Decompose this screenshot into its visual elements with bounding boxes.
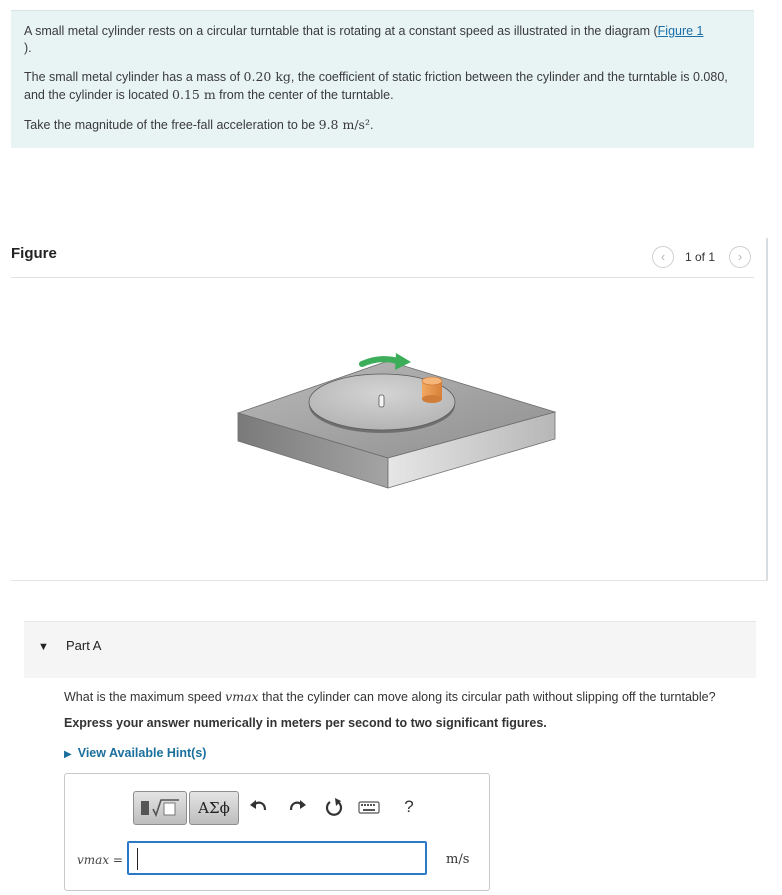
- part-a-header[interactable]: [24, 621, 756, 678]
- figure-divider: [11, 277, 754, 278]
- collapse-caret-icon[interactable]: ▼: [38, 641, 49, 653]
- gravity-pre: Take the magnitude of the free-fall acceleration to be: [24, 118, 319, 132]
- intro-text: A small metal cylinder rests on a circular turntable that is rotating at a constant speed as illustrated in the diagram (: [24, 24, 658, 38]
- turntable-figure: [230, 345, 560, 495]
- details-mid: , the coefficient of static friction between the cylinder and the turntable is 0.080, and the cylinder is located: [24, 70, 728, 102]
- answer-panel: [64, 773, 490, 891]
- part-title: Part A: [66, 638, 102, 653]
- figure-title: Figure: [11, 245, 57, 262]
- answer-unit: m/s: [446, 852, 470, 867]
- answer-instructions: Express your answer numerically in meters per second to two significant figures.: [64, 716, 547, 730]
- question-post: that the cylinder can move along its circular path without slipping off the turntable?: [258, 690, 716, 704]
- help-button[interactable]: ?: [404, 797, 414, 816]
- chevron-left-icon[interactable]: ‹: [652, 246, 674, 268]
- view-hints-link[interactable]: [64, 746, 206, 760]
- reset-icon[interactable]: [323, 796, 345, 818]
- details-pre: The small metal cylinder has a mass of: [24, 70, 244, 84]
- templates-button[interactable]: [133, 791, 187, 825]
- figure-panel-border: [766, 238, 768, 580]
- hint-caret-icon: ▶: [64, 749, 72, 760]
- problem-details: [24, 68, 744, 104]
- metal-cylinder: [422, 377, 442, 403]
- symbols-button[interactable]: ΑΣϕ: [189, 791, 239, 825]
- answer-input[interactable]: [127, 841, 427, 875]
- mass-value: 0.20 kg: [243, 69, 291, 84]
- keyboard-icon[interactable]: [358, 796, 380, 818]
- problem-gravity: [24, 116, 744, 134]
- spindle: [379, 395, 384, 407]
- question-pre: What is the maximum speed: [64, 690, 226, 704]
- gravity-value: 9.8 m/s²: [318, 117, 370, 132]
- figure-pager: [651, 246, 755, 270]
- text-cursor: [137, 848, 138, 870]
- hint-label: View Available Hint(s): [77, 746, 207, 760]
- vmax-symbol: vmax: [225, 689, 259, 704]
- problem-intro: [24, 23, 744, 57]
- gravity-post: .: [369, 118, 374, 132]
- figure-link[interactable]: Figure 1: [657, 24, 704, 38]
- pager-text: 1 of 1: [685, 250, 716, 264]
- undo-icon[interactable]: [248, 796, 270, 818]
- figure-panel-bottom: [11, 580, 768, 581]
- intro-close: ).: [24, 41, 32, 55]
- templates-icon: [134, 792, 186, 824]
- question-text: [64, 689, 764, 704]
- details-post: from the center of the turntable.: [215, 88, 394, 102]
- distance-value: 0.15 m: [172, 87, 216, 102]
- redo-icon[interactable]: [286, 796, 308, 818]
- answer-label: vmax =: [77, 853, 123, 867]
- problem-statement: [11, 10, 754, 148]
- chevron-right-icon[interactable]: ›: [729, 246, 751, 268]
